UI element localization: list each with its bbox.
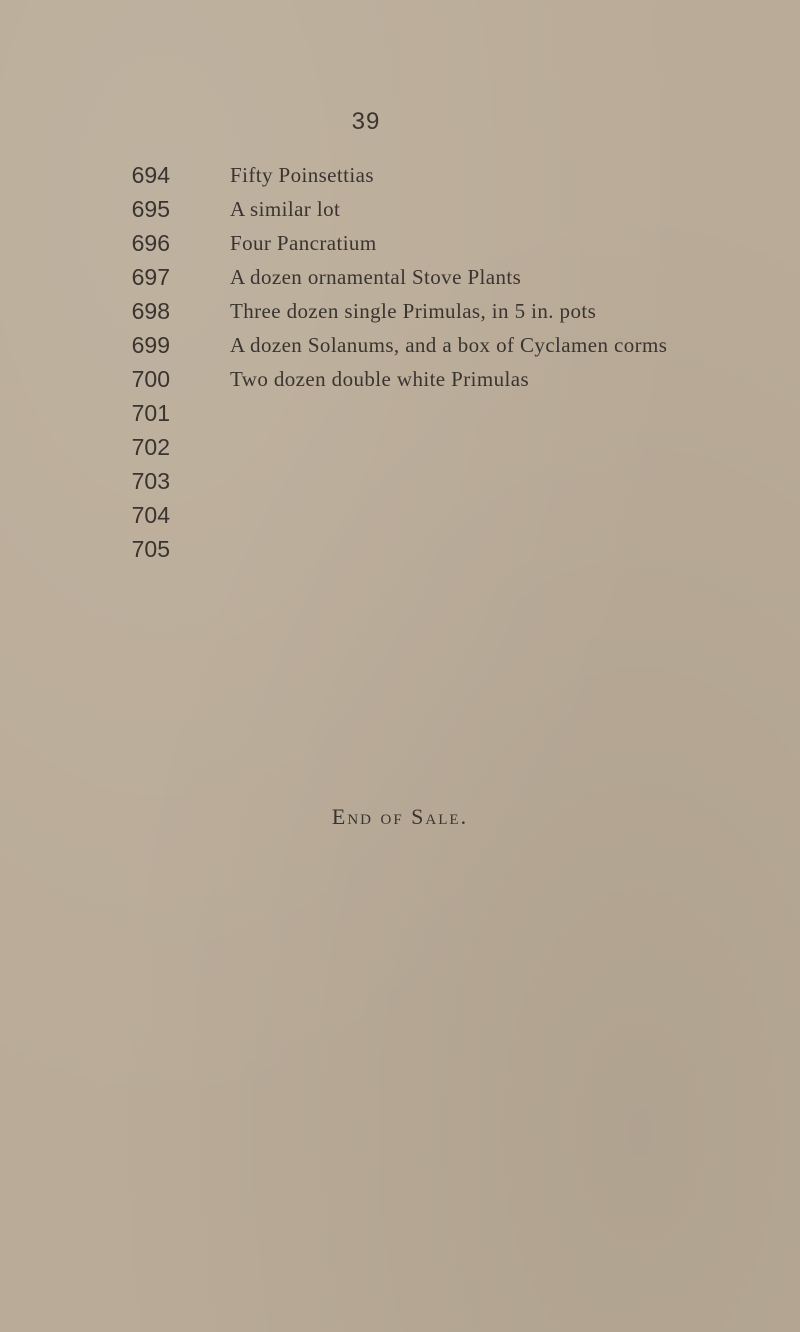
lot-number: 700	[131, 366, 170, 392]
lot-row	[0, 534, 800, 568]
lot-number: 699	[131, 332, 170, 358]
lot-description: A dozen Solanums, and a box of Cyclamen corms	[230, 333, 668, 357]
lot-number: 701	[131, 400, 170, 426]
lot-description: A similar lot	[230, 197, 341, 221]
lot-row	[0, 466, 800, 500]
lot-row	[0, 364, 800, 398]
lot-row	[0, 194, 800, 228]
lot-description: Four Pancratium	[230, 231, 377, 255]
lot-description: Three dozen single Primulas, in 5 in. pots	[230, 299, 597, 323]
lot-description: A dozen ornamental Stove Plants	[230, 265, 522, 289]
lot-row	[0, 432, 800, 466]
lot-row	[0, 398, 800, 432]
lot-number: 705	[131, 536, 170, 562]
lot-description: Two dozen double white Primulas	[230, 367, 530, 391]
lot-row	[0, 330, 800, 364]
lot-row	[0, 500, 800, 534]
lot-row	[0, 228, 800, 262]
lot-number: 704	[131, 502, 170, 528]
lot-number: 698	[131, 298, 170, 324]
lot-number: 695	[131, 196, 170, 222]
end-of-sale-text: End of Sale.	[331, 804, 469, 829]
lot-number: 694	[131, 162, 170, 188]
lot-number: 702	[131, 434, 170, 460]
lot-number: 703	[131, 468, 170, 494]
lot-row	[0, 262, 800, 296]
lot-description: Fifty Poinsettias	[230, 163, 374, 187]
lot-number: 696	[131, 230, 170, 256]
lot-row	[0, 160, 800, 194]
lot-number: 697	[131, 264, 170, 290]
lot-row	[0, 296, 800, 330]
page-number: 39	[351, 108, 381, 135]
lot-list	[0, 160, 800, 568]
